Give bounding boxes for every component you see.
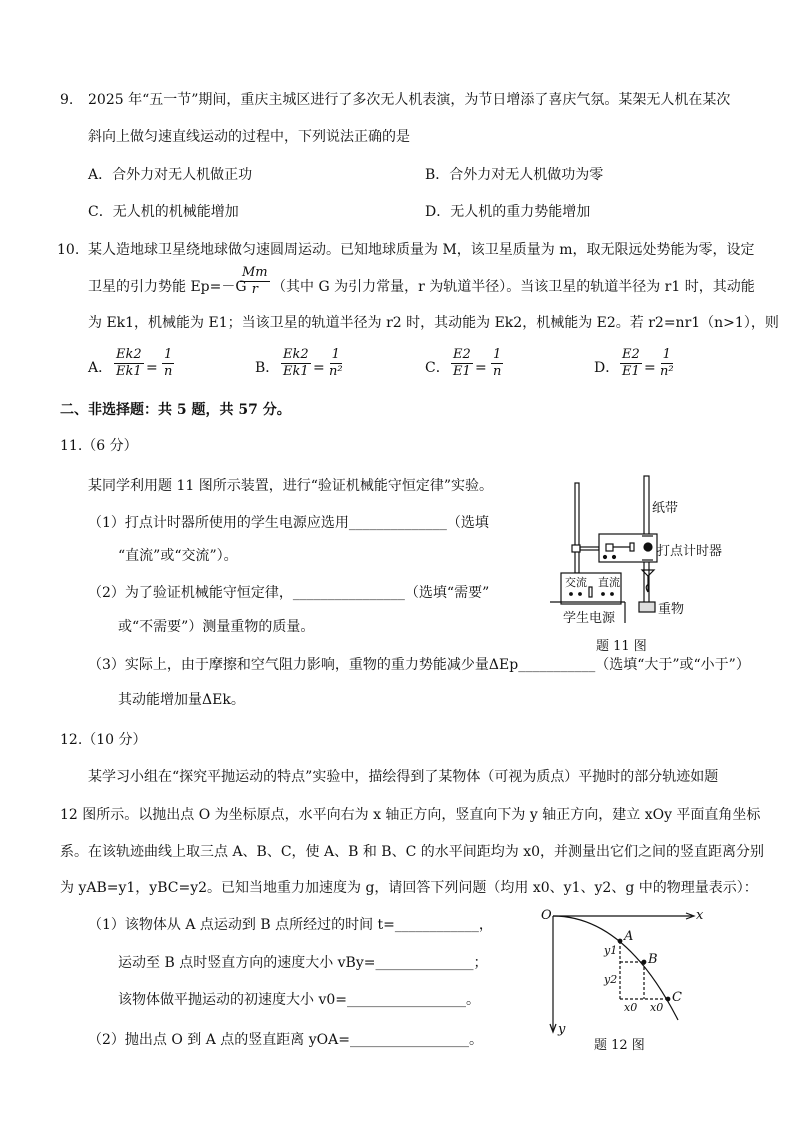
q12-stem-line2: 12 图所示。以抛出点 O 为坐标原点，水平向右为 x 轴正方向，竖直向下为 y 轴正方向，建立 xOy 平面直角坐标 (60, 807, 761, 823)
denominator: n (492, 364, 502, 379)
q12-part1-vby: 运动至 B 点时竖直方向的速度大小 vBy=______________； (118, 955, 488, 971)
label-y2: y2 (604, 973, 618, 986)
option-label: D． (594, 360, 620, 376)
label-point-c: C (672, 990, 682, 1005)
q12-part1: （1）该物体从 A 点运动到 B 点所经过的时间 t=____________， (88, 917, 493, 933)
label-ac: 交流 (565, 576, 587, 589)
q12-stem-line1: 某学习小组在“探究平抛运动的特点”实验中，描绘得到了某物体（可视为质点）平抛时的部分轨迹如题 (88, 769, 719, 785)
label-dc: 直流 (598, 576, 620, 589)
denominator: E1 (622, 364, 640, 379)
numerator: Ek2 (116, 347, 142, 362)
q10-option-d: D． $\frac{E2}{E1}$ = $\frac{1}{\text{n²}}$ (594, 347, 674, 379)
numerator: 1 (493, 347, 502, 362)
denominator: E1 (453, 364, 471, 379)
option-label: B． (255, 360, 280, 376)
q10-option-b: B． $\frac{Ek2}{Ek1}$ = $\frac{1}{\text{n²}}$ (255, 347, 343, 379)
label-origin: O (541, 908, 552, 923)
figure-12-caption: 题 12 图 (594, 1038, 645, 1053)
numerator: E2 (453, 347, 471, 362)
q9-option-b: B．合外力对无人机做功为零 (425, 167, 604, 183)
numerator: 1 (164, 347, 173, 362)
q11-part3: （3）实际上，由于摩擦和空气阻力影响，重物的重力势能减少量ΔEp___________（选填“大于”或“小于”） (88, 657, 750, 673)
option-label: C． (425, 360, 450, 376)
q11-part3-cont: 其动能增加量ΔEk。 (118, 692, 245, 708)
q9-option-d: D．无人机的重力势能增加 (425, 204, 591, 220)
label-y1: y1 (604, 944, 618, 957)
q10-option-a: A． $\frac{Ek2}{Ek1}$ = $\frac{1}{n}$ (88, 347, 173, 379)
label-x-axis: x (696, 908, 704, 923)
section-heading: 二、非选择题：共 5 题，共 57 分。 (60, 402, 291, 418)
fraction-numerator: Mm (242, 265, 268, 280)
q9-stem-line1: 2025 年“五一节”期间，重庆主城区进行了多次无人机表演，为节日增添了喜庆气氛。某架无人机在某次 (88, 92, 731, 108)
q10-number: 10. (57, 242, 80, 258)
q11-part1: （1）打点计时器所使用的学生电源应选用______________（选填 (88, 515, 489, 531)
q9-number: 9. (60, 92, 74, 108)
q11-number: 11.（6 分） (60, 438, 138, 454)
q11-intro: 某同学利用题 11 图所示装置，进行“验证机械能守恒定律”实验。 (88, 478, 494, 494)
fraction-denominator: r (251, 282, 258, 297)
denominator: Ek1 (116, 364, 142, 379)
numerator: Ek2 (283, 347, 309, 362)
q12-part2: （2）抛出点 O 到 A 点的竖直距离 yOA=_________________。 (88, 1032, 483, 1048)
q9-stem-line2: 斜向上做匀速直线运动的过程中，下列说法正确的是 (88, 129, 410, 145)
q11-part2: （2）为了验证机械能守恒定律，________________（选填“需要” (88, 585, 490, 601)
numerator: 1 (331, 347, 340, 362)
q11-part1-cont: “直流”或“交流”）。 (118, 548, 238, 564)
label-point-a: A (624, 929, 634, 944)
denominator: n (163, 364, 173, 379)
q12-stem-line3: 系。在该轨迹曲线上取三点 A、B、C，使 A、B 和 B、C 的水平间距均为 x0，并测量出它们之间的竖直距离分别 (60, 844, 765, 860)
q10-stem-line1: 某人造地球卫星绕地球做匀速圆周运动。已知地球质量为 M，该卫星质量为 m，取无限远处势能为零，设定 (88, 242, 755, 258)
label-weight: 重物 (658, 602, 685, 617)
option-label: A． (88, 360, 113, 376)
q12-part1-v0: 该物体做平抛运动的初速度大小 v0=_________________。 (118, 992, 480, 1008)
denominator: Ek1 (283, 364, 309, 379)
label-power-supply: 学生电源 (563, 611, 616, 626)
q11-part2-cont: 或“不需要”）测量重物的质量。 (118, 619, 315, 635)
q12-number: 12.（10 分） (60, 732, 147, 748)
label-timer: 打点计时器 (657, 544, 723, 559)
q10-option-c: C． $\frac{E2}{E1}$ = $\frac{1}{n}$ (425, 347, 502, 379)
label-y-axis: y (558, 1022, 566, 1037)
label-x0-first: x0 (624, 1001, 638, 1014)
q9-option-a: A．合外力对无人机做正功 (88, 167, 253, 183)
denominator: n² (329, 364, 343, 379)
denominator: n² (660, 364, 674, 379)
numerator: 1 (662, 347, 671, 362)
q9-option-c: C．无人机的机械能增加 (88, 204, 239, 220)
label-x0-second: x0 (650, 1001, 664, 1014)
q12-stem-line4: 为 yAB=y1，yBC=y2。已知当地重力加速度为 g，请回答下列问题（均用 x0、y1、y2、g 中的物理量表示）： (60, 880, 758, 896)
q10-stem-line3: 为 Ek1，机械能为 E1；当该卫星的轨道半径为 r2 时，其动能为 Ek2，机械能为 E2。若 r2=nr1（n>1），则 (88, 315, 779, 331)
q10-stem-line2b: （其中 G 为引力常量，r 为轨道半径）。当该卫星的轨道半径为 r1 时，其动能 (272, 279, 755, 295)
label-point-b: B (648, 952, 658, 967)
figure-11-caption: 题 11 图 (596, 639, 647, 654)
numerator: E2 (622, 347, 640, 362)
label-paper-tape: 纸带 (652, 501, 679, 516)
q10-stem-line2a: 卫星的引力势能 Ep=－G (88, 279, 247, 295)
